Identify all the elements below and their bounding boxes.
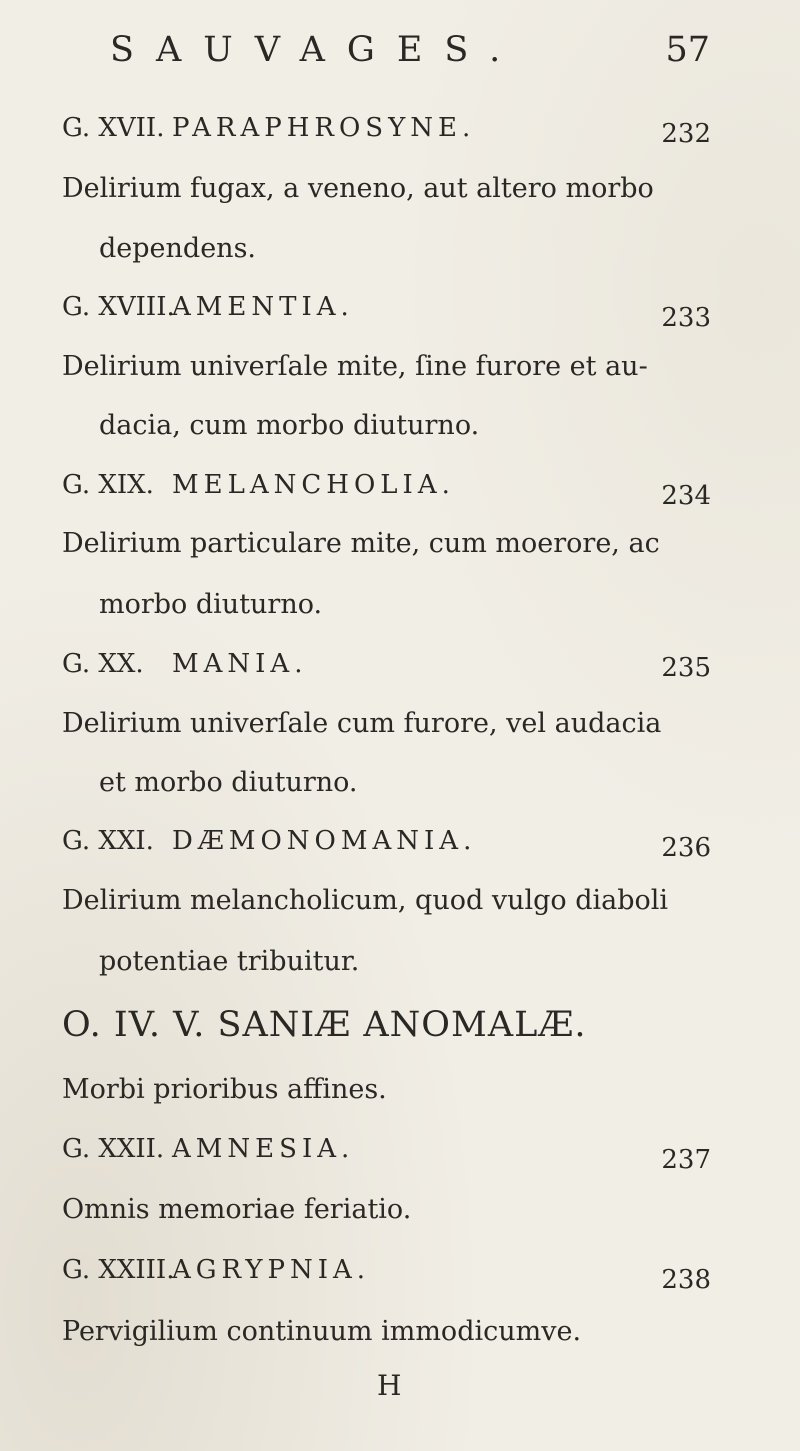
genus-description-line: Delirium univerſale mite, ſine furore et au- xyxy=(62,351,648,382)
genus-label: G. XXIII. xyxy=(62,1255,175,1285)
genus-heading-agrypnia xyxy=(62,1252,370,1288)
genus-label: G. XXII. xyxy=(62,1134,165,1164)
genus-heading-melancholia xyxy=(62,467,455,503)
order-heading: O. IV. V. SANIÆ ANOMALÆ. xyxy=(62,1005,587,1045)
genus-description-line: Delirium fugax, a veneno, aut altero morbo xyxy=(62,173,654,204)
genus-description-line: Delirium melancholicum, quod vulgo diaboli xyxy=(62,885,669,916)
genus-page-ref: 232 xyxy=(661,119,711,149)
genus-heading-daemonomania xyxy=(62,823,476,859)
genus-name: DÆMONOMANIA. xyxy=(172,826,477,856)
genus-description-line: dependens. xyxy=(99,233,257,264)
genus-description-line: Delirium univerſale cum furore, vel audacia xyxy=(62,708,662,739)
genus-heading-amnesia xyxy=(62,1131,354,1167)
genus-name: MANIA. xyxy=(172,649,308,679)
genus-page-ref: 233 xyxy=(661,303,711,333)
order-description: Morbi prioribus affines. xyxy=(62,1074,387,1105)
genus-name: AGRYPNIA. xyxy=(172,1255,371,1285)
genus-name: PARAPHROSYNE. xyxy=(172,113,476,143)
genus-name: AMENTIA. xyxy=(172,292,354,322)
genus-page-ref: 235 xyxy=(661,653,711,683)
genus-page-ref: 236 xyxy=(661,833,711,863)
genus-description-line: dacia, cum morbo diuturno. xyxy=(99,410,480,441)
genus-label: G. XIX. xyxy=(62,470,154,500)
genus-label: G. XX. xyxy=(62,649,144,679)
page-number: 57 xyxy=(665,30,710,70)
genus-description-line: Delirium particulare mite, cum moerore, ac xyxy=(62,528,660,559)
genus-page-ref: 238 xyxy=(661,1265,711,1295)
genus-description-line: Pervigilium continuum immodicumve. xyxy=(62,1316,582,1347)
genus-heading-amentia xyxy=(62,289,354,325)
genus-page-ref: 237 xyxy=(661,1145,711,1175)
genus-heading-paraphrosyne xyxy=(62,110,475,146)
running-title: SAUVAGES. xyxy=(110,30,523,70)
genus-description-line: Omnis memoriae feriatio. xyxy=(62,1194,412,1225)
genus-description-line: potentiae tribuitur. xyxy=(99,946,360,977)
running-head xyxy=(110,28,710,72)
catchword: H xyxy=(377,1369,402,1402)
genus-label: G. XXI. xyxy=(62,826,154,856)
genus-name: AMNESIA. xyxy=(172,1134,355,1164)
genus-description-line: morbo diuturno. xyxy=(99,589,323,620)
genus-label: G. XVII. xyxy=(62,113,165,143)
genus-heading-mania xyxy=(62,646,307,682)
genus-name: MELANCHOLIA. xyxy=(172,470,455,500)
genus-description-line: et morbo diuturno. xyxy=(99,767,358,798)
genus-page-ref: 234 xyxy=(661,481,711,511)
genus-label: G. XVIII. xyxy=(62,292,175,322)
